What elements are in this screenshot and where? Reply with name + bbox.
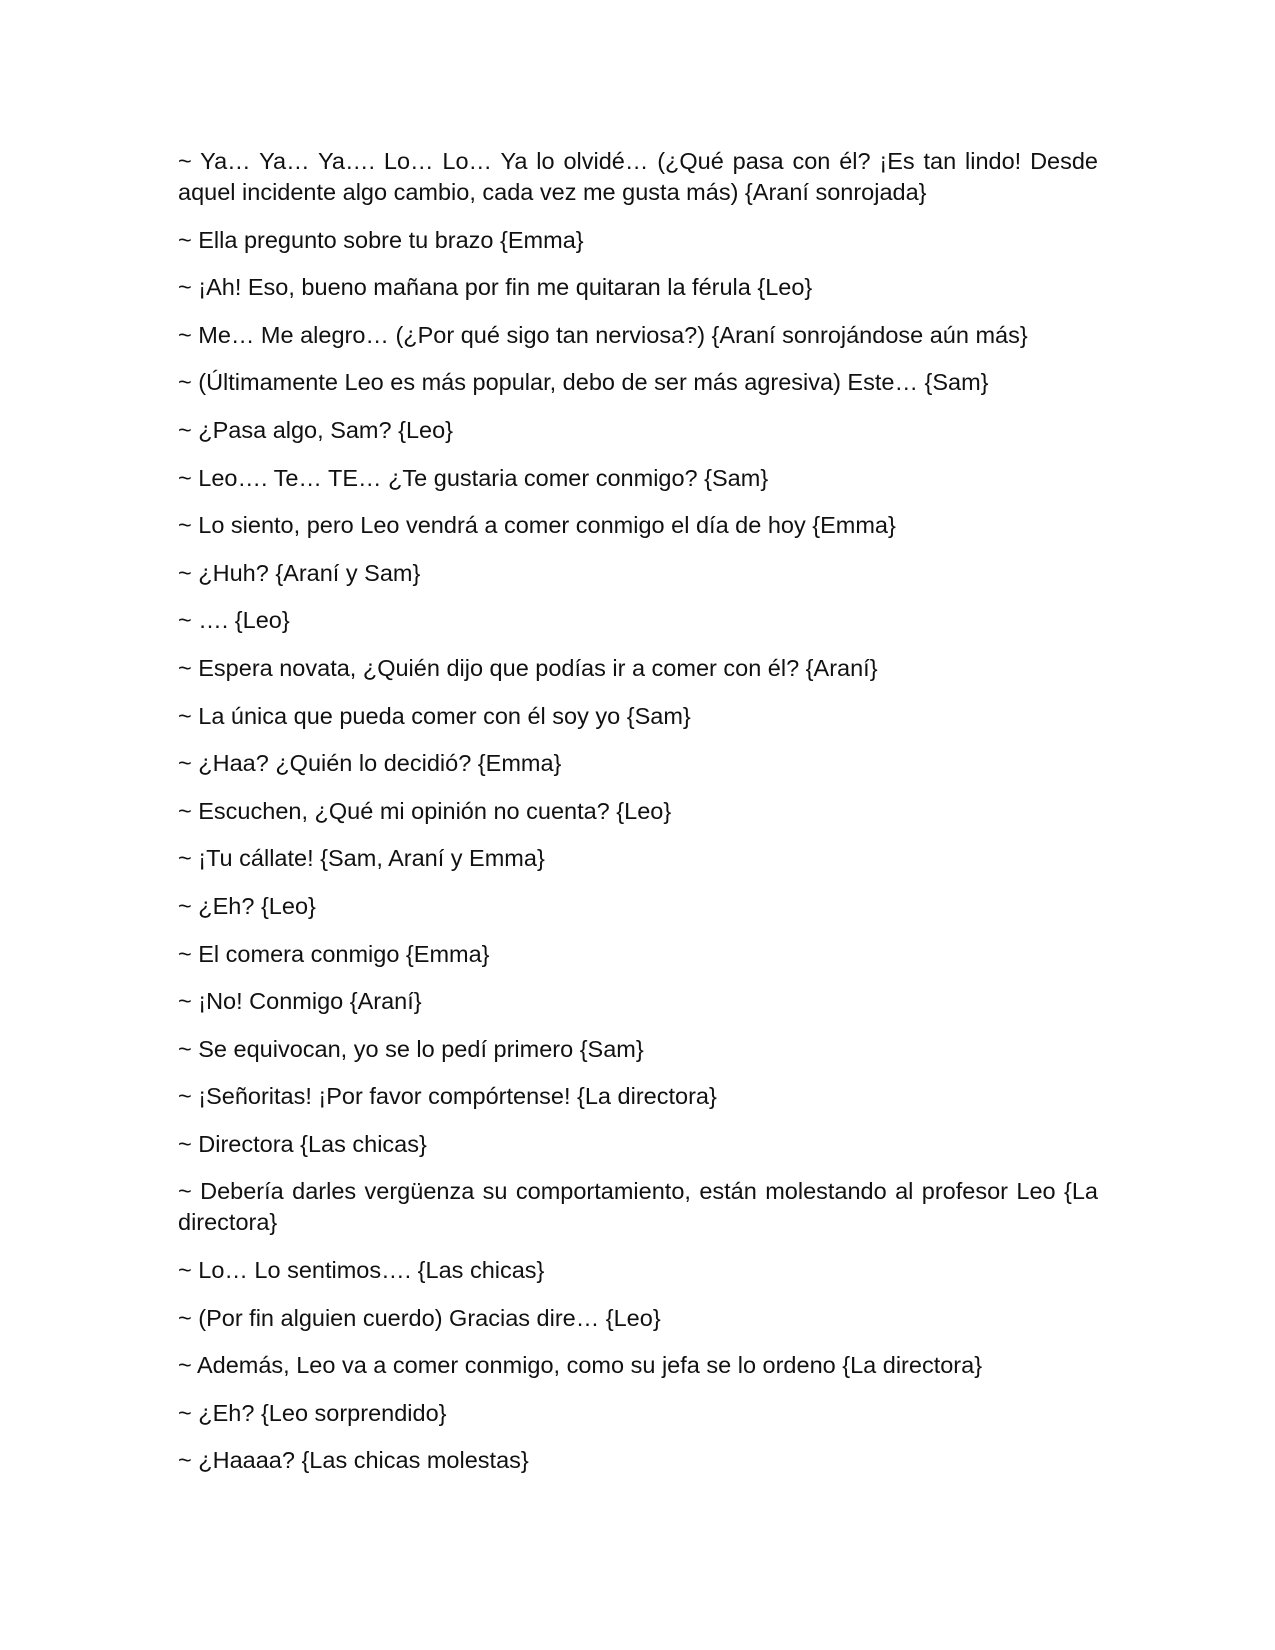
dialogue-line: ~ El comera conmigo {Emma} [178,940,490,967]
dialogue-line: ~ Además, Leo va a comer conmigo, como su jefa se lo ordeno {La directora} [178,1352,983,1379]
dialogue-line: ~ ¿Eh? {Leo} [178,892,316,919]
dialogue-line: ~ ¿Haaaa? {Las chicas molestas} [178,1447,529,1474]
dialogue-line: ~ ¡Señoritas! ¡Por favor compórtense! {La directora} [178,1083,717,1110]
dialogue-line: ~ Ella pregunto sobre tu brazo {Emma} [178,226,584,253]
dialogue-line: ~ ¡Tu cállate! {Sam, Araní y Emma} [178,845,545,872]
dialogue-line: ~ Lo… Lo sentimos…. {Las chicas} [178,1257,545,1284]
dialogue-line: ~ ¿Eh? {Leo sorprendido} [178,1399,447,1426]
dialogue-line: ~ Ya… Ya… Ya…. Lo… Lo… Ya lo olvidé… (¿Qué pasa con él? ¡Es tan lindo! Desde aquel incidente algo cambio, cada vez me gusta más) {Araní sonrojada} [178,148,1098,205]
dialogue-line: ~ Lo siento, pero Leo vendrá a comer conmigo el día de hoy {Emma} [178,512,896,539]
dialogue-line: ~ Debería darles vergüenza su comportamiento, están molestando al profesor Leo {La directora} [178,1178,1098,1236]
dialogue-line: ~ Escuchen, ¿Qué mi opinión no cuenta? {Leo} [178,797,672,824]
dialogue-line: ~ La única que pueda comer con él soy yo {Sam} [178,702,691,729]
dialogue-line: ~ Leo…. Te… TE… ¿Te gustaria comer conmigo? {Sam} [178,464,769,491]
dialogue-line: ~ ¿Pasa algo, Sam? {Leo} [178,416,454,443]
dialogue-line: ~ Directora {Las chicas} [178,1130,427,1157]
dialogue-text [178,146,1098,1493]
dialogue-line: ~ ¿Huh? {Araní y Sam} [178,559,421,586]
dialogue-line: ~ Se equivocan, yo se lo pedí primero {Sam} [178,1035,644,1062]
dialogue-line: ~ …. {Leo} [178,607,290,634]
dialogue-line: ~ ¡Ah! Eso, bueno mañana por fin me quitaran la férula {Leo} [178,274,813,301]
dialogue-line: ~ Espera novata, ¿Quién dijo que podías ir a comer con él? {Araní} [178,654,878,681]
dialogue-line: ~ ¡No! Conmigo {Araní} [178,988,422,1015]
dialogue-line: ~ (Últimamente Leo es más popular, debo de ser más agresiva) Este… {Sam} [178,369,989,396]
dialogue-line: ~ ¿Haa? ¿Quién lo decidió? {Emma} [178,750,562,777]
dialogue-line: ~ (Por fin alguien cuerdo) Gracias dire… {Leo} [178,1304,661,1331]
dialogue-line: ~ Me… Me alegro… (¿Por qué sigo tan nerviosa?) {Araní sonrojándose aún más} [178,321,1028,348]
